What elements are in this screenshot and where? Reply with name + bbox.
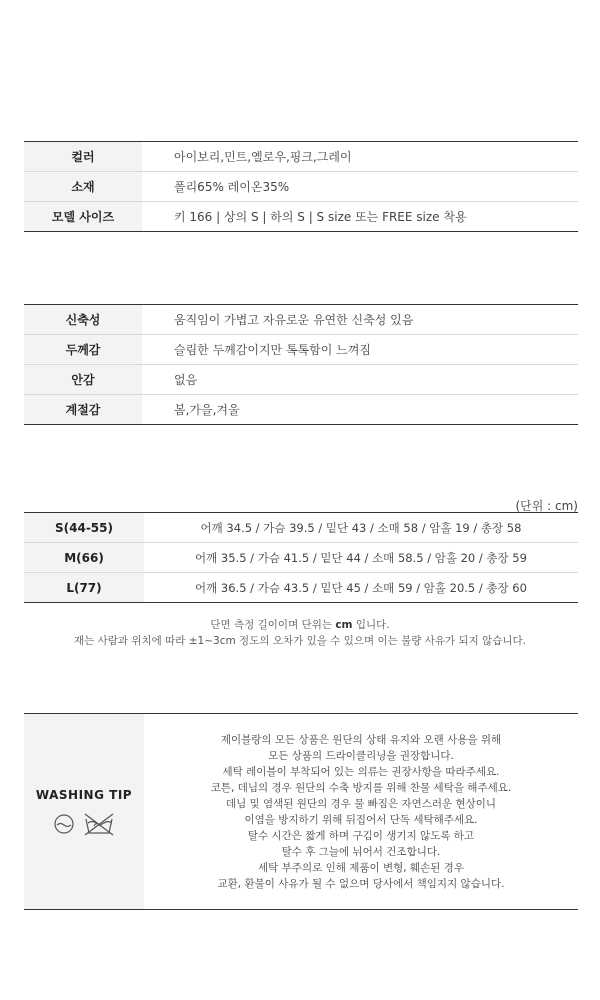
note-text: 단면 측정 길이이며 단위는 [210, 619, 336, 631]
row-label: 두께감 [24, 335, 142, 364]
instruction-line: 제이블랑의 모든 상품은 원단의 상태 유지와 오랜 사용을 위해 [220, 733, 502, 746]
row-label: 컬러 [24, 142, 142, 171]
size-label: L(77) [24, 573, 144, 602]
note-line-1 [0, 617, 600, 633]
instruction-line: 세탁 부주의로 인해 제품이 변형, 훼손된 경우 [258, 861, 464, 874]
table-row [24, 394, 578, 424]
no-hand-wash-icon [83, 812, 115, 836]
instruction-line: 세탁 레이블이 부착되어 있는 의류는 권장사항을 따라주세요. [222, 765, 500, 778]
size-label: M(66) [24, 543, 144, 572]
instruction-line: 탈수 시간은 짧게 하며 구김이 생기지 않도록 하고 [247, 829, 475, 842]
instruction-line: 탈수 후 그늘에 뉘어서 건조합니다. [281, 845, 441, 858]
instruction-line: 교환, 환불이 사유가 될 수 없으며 당사에서 책임지지 않습니다. [217, 877, 505, 890]
table-row [24, 305, 578, 334]
instruction-line: 데님 및 염색된 원단의 경우 물 빠짐은 자연스러운 현상이니 [225, 797, 497, 810]
note-line-2: 재는 사람과 위치에 따라 ±1~3cm 정도의 오차가 있을 수 있으며 이는 불량 사유가 되지 않습니다. [73, 635, 527, 647]
washing-tip-title: WASHING TIP [35, 787, 133, 802]
size-measurements: 어깨 34.5 / 가슴 39.5 / 밑단 43 / 소매 58 / 암홀 19 / 총장 58 [200, 520, 522, 535]
instruction-line: 모든 상품의 드라이클리닝을 권장합니다. [268, 749, 454, 762]
care-icons [53, 812, 115, 836]
table-row [24, 572, 578, 602]
washing-tip-sidebar [24, 714, 144, 909]
washing-tip-box [24, 713, 578, 910]
table-row [24, 142, 578, 171]
row-value: 폴리65% 레이온35% [174, 180, 290, 194]
fit-info-table [24, 304, 578, 425]
row-label: 모델 사이즈 [24, 202, 142, 231]
row-value: 없음 [174, 373, 198, 387]
size-measurements: 어깨 36.5 / 가슴 43.5 / 밑단 45 / 소매 59 / 암홀 20.5 / 총장 60 [195, 580, 527, 595]
row-value: 움직임이 가볍고 자유로운 유연한 신축성 있음 [174, 313, 414, 327]
note-unit: cm [335, 619, 353, 631]
size-label: S(44-55) [24, 513, 144, 542]
row-label: 신축성 [24, 305, 142, 334]
row-label: 소재 [24, 172, 142, 201]
row-value: 슬림한 두께감이지만 톡톡함이 느껴짐 [174, 343, 371, 357]
note-text: 입니다. [352, 619, 390, 631]
row-value: 봄,가을,겨울 [174, 403, 240, 417]
row-label: 계절감 [24, 395, 142, 424]
table-row [24, 542, 578, 572]
row-value: 키 166 | 상의 S | 하의 S | S size 또는 FREE size 착용 [174, 210, 467, 224]
washing-instructions [144, 714, 578, 909]
instruction-line: 코튼, 데님의 경우 원단의 수축 방지를 위해 찬물 세탁을 해주세요. [210, 781, 512, 794]
row-label: 안감 [24, 365, 142, 394]
dry-clean-icon [53, 813, 75, 835]
product-info-table [24, 141, 578, 232]
size-measurements: 어깨 35.5 / 가슴 41.5 / 밑단 44 / 소매 58.5 / 암홀 20 / 총장 59 [195, 550, 527, 565]
table-row [24, 513, 578, 542]
table-row [24, 171, 578, 201]
instruction-line: 이염을 방지하기 위해 뒤집어서 단독 세탁해주세요. [244, 813, 478, 826]
table-row [24, 364, 578, 394]
table-row [24, 334, 578, 364]
measurement-notes [0, 617, 600, 649]
row-value: 아이보리,민트,옐로우,핑크,그레이 [174, 150, 352, 164]
table-row [24, 201, 578, 231]
size-table [24, 512, 578, 603]
unit-label: (단위 : cm) [515, 499, 578, 513]
